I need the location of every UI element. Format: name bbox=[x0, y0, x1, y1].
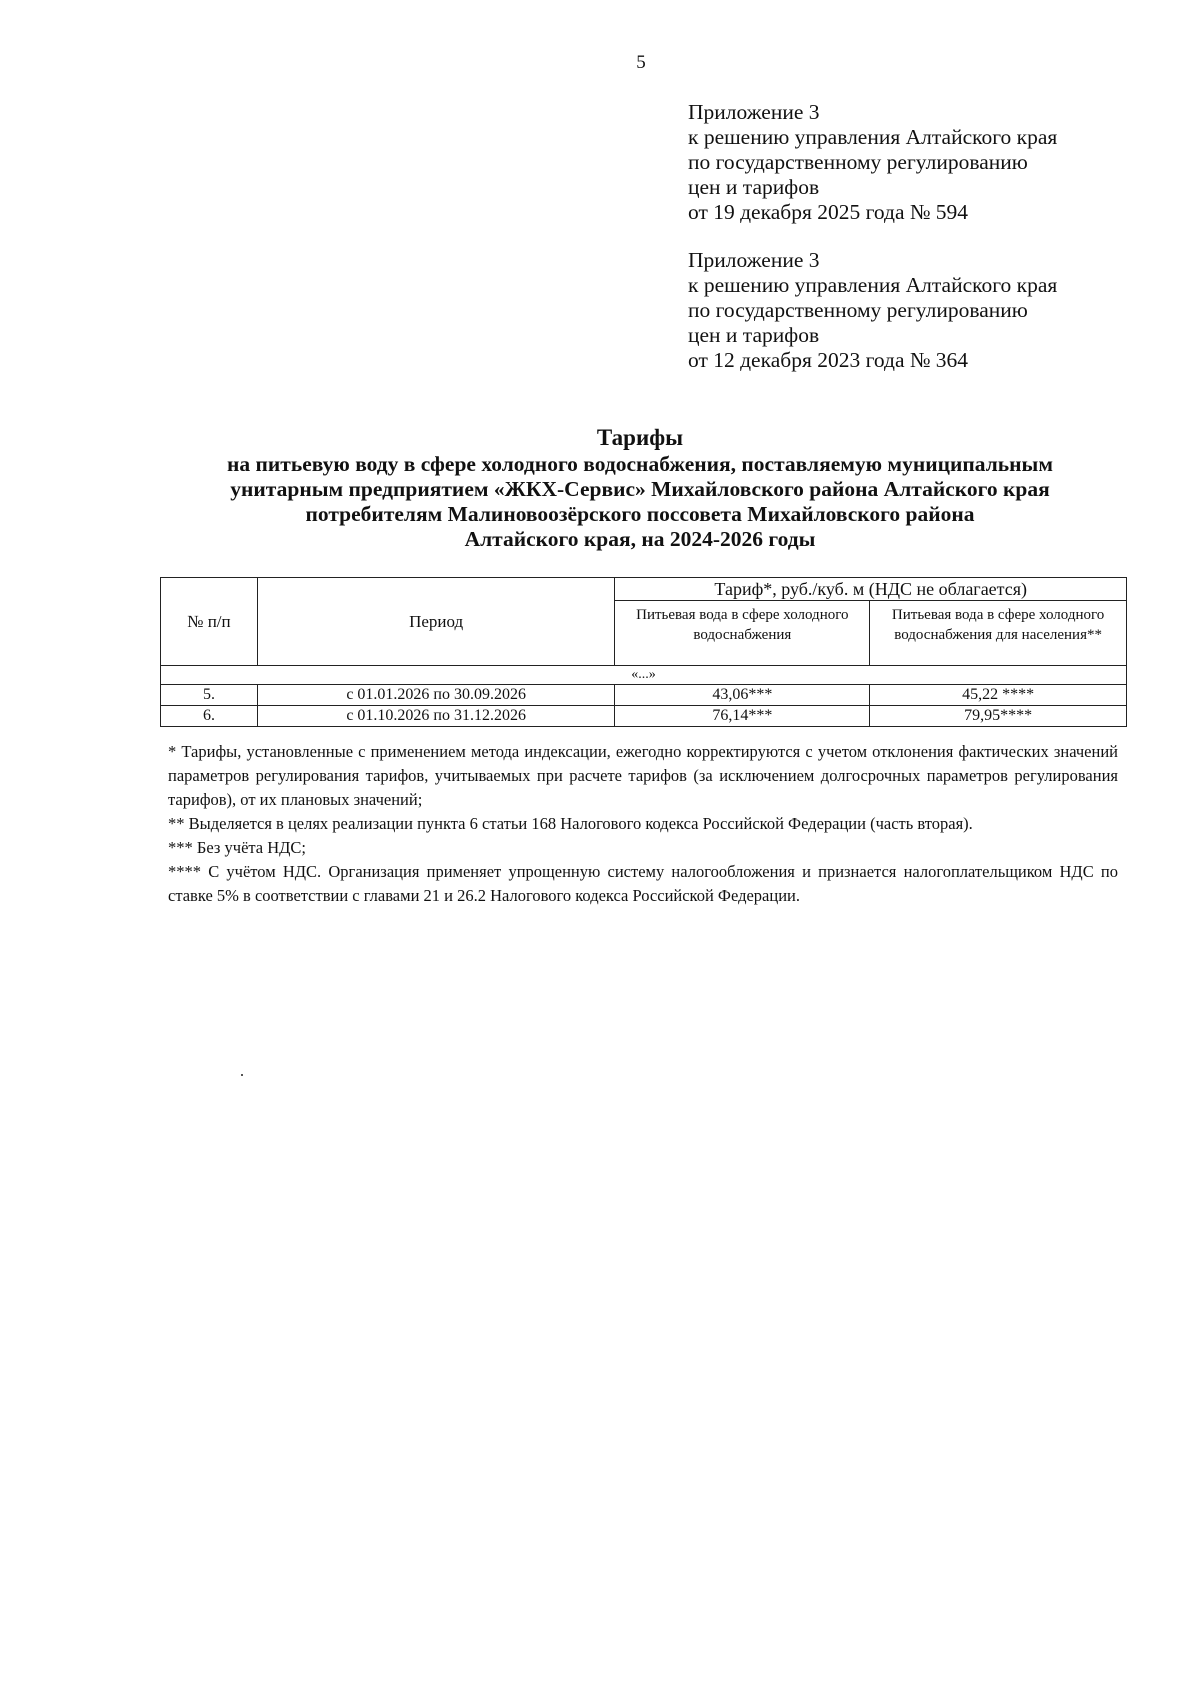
table-row bbox=[161, 685, 1127, 706]
header-tariff-group: Тариф*, руб./куб. м (НДС не облагается) bbox=[615, 578, 1127, 601]
header-period: Период bbox=[257, 578, 615, 666]
appendix-date-line: от 19 декабря 2025 года № 594 bbox=[688, 200, 968, 224]
cell-number: 5. bbox=[161, 685, 258, 706]
footnote: * Тарифы, установленные с применением метода индексации, ежегодно корректируются с учетом отклонения фактических значений параметров регулирования тарифов, учитываемых при расчете тарифов (за исключением долгосрочных параметров регулирования тарифов), от их плановых значений; bbox=[168, 742, 1118, 809]
appendix-line: цен и тарифов bbox=[688, 175, 820, 199]
appendix-header-original bbox=[688, 248, 1057, 373]
title-line: Алтайского края, на 2024-2026 годы bbox=[464, 527, 816, 551]
document-title bbox=[150, 424, 1130, 552]
footnote: **** С учётом НДС. Организация применяет упрощенную систему налогообложения и признается налогоплательщиком НДС по ставке 5% в соответствии с главами 21 и 26.2 Налогового кодекса Российской Федерации. bbox=[168, 862, 1118, 905]
cell-population: 45,22 **** bbox=[870, 685, 1127, 706]
footnote: ** Выделяется в целях реализации пункта 6 статьи 168 Налогового кодекса Российской Федерации (часть вторая). bbox=[168, 814, 973, 833]
title-line: потребителям Малиновоозёрского поссовета Михайловского района bbox=[305, 502, 975, 526]
cell-number: 6. bbox=[161, 706, 258, 727]
table-row bbox=[161, 706, 1127, 727]
header-number: № п/п bbox=[161, 578, 258, 666]
appendix-line: Приложение 3 bbox=[688, 100, 820, 124]
tariff-table bbox=[160, 577, 1127, 727]
appendix-header-current bbox=[688, 100, 1057, 225]
cell-period: с 01.10.2026 по 31.12.2026 bbox=[257, 706, 615, 727]
ellipsis-cell: «...» bbox=[161, 666, 1127, 685]
cell-water: 76,14*** bbox=[615, 706, 870, 727]
cell-population: 79,95**** bbox=[870, 706, 1127, 727]
cell-water: 43,06*** bbox=[615, 685, 870, 706]
table-row-ellipsis bbox=[161, 666, 1127, 685]
header-water: Питьевая вода в сфере холодного водоснабжения bbox=[615, 601, 870, 666]
title-line: унитарным предприятием «ЖКХ-Сервис» Михайловского района Алтайского края bbox=[230, 477, 1050, 501]
cell-period: с 01.01.2026 по 30.09.2026 bbox=[257, 685, 615, 706]
title-line: на питьевую воду в сфере холодного водоснабжения, поставляемую муниципальным bbox=[227, 452, 1053, 476]
title-main: Тарифы bbox=[596, 425, 684, 450]
appendix-line: к решению управления Алтайского края bbox=[688, 125, 1058, 149]
page-number: 5 bbox=[636, 52, 646, 73]
appendix-line: к решению управления Алтайского края bbox=[688, 273, 1058, 297]
appendix-line: цен и тарифов bbox=[688, 323, 820, 347]
footnotes bbox=[168, 740, 1118, 908]
appendix-line: по государственному регулированию bbox=[688, 298, 1028, 322]
appendix-line: по государственному регулированию bbox=[688, 150, 1028, 174]
header-water-population: Питьевая вода в сфере холодного водоснабжения для населения** bbox=[870, 601, 1127, 666]
scan-artifact bbox=[241, 1074, 243, 1076]
footnote: *** Без учёта НДС; bbox=[168, 838, 307, 857]
appendix-date-line: от 12 декабря 2023 года № 364 bbox=[688, 348, 968, 372]
appendix-line: Приложение 3 bbox=[688, 248, 820, 272]
